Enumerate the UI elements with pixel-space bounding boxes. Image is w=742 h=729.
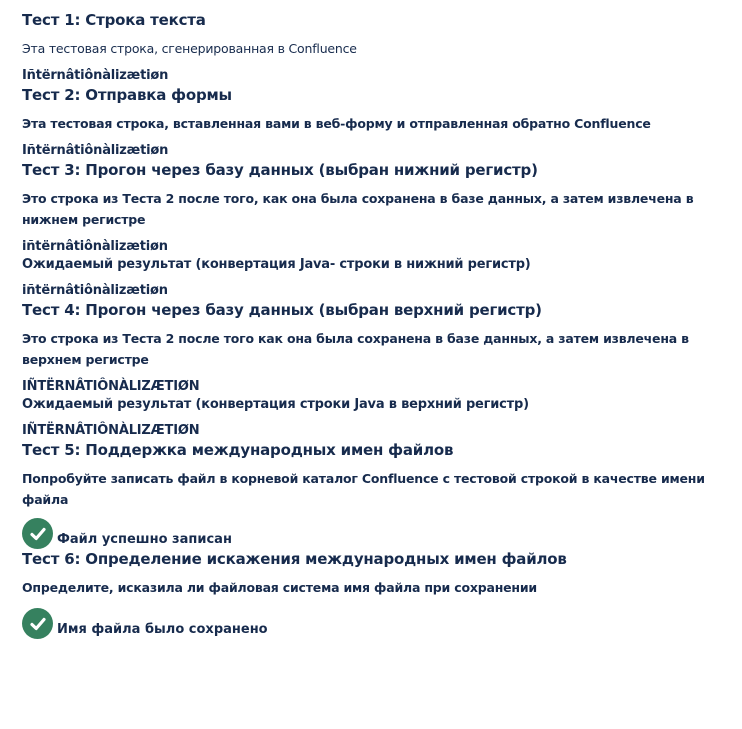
test-2-description: Эта тестовая строка, вставленная вами в веб-форму и отправленная обратно Confluence (22, 116, 651, 131)
test-4-expected-value: IÑTËRNÂTIÔNÀLIZÆTIØN (22, 423, 200, 438)
test-4-expected-label: Ожидаемый результат (конвертация строки Java в верхний регистр) (22, 397, 529, 412)
test-2-value: Iñtërnâtiônàlizætiøn (22, 143, 169, 158)
test-5-heading: Тест 5: Поддержка международных имен файлов (22, 441, 454, 459)
test-6-status-text: Имя файла было сохранено (57, 622, 268, 637)
test-3-heading: Тест 3: Прогон через базу данных (выбран нижний регистр) (22, 161, 538, 179)
test-3-value: iñtërnâtiônàlizætiøn (22, 239, 168, 254)
test-6-heading: Тест 6: Определение искажения международных имен файлов (22, 550, 567, 568)
test-5-status-text: Файл успешно записан (57, 532, 232, 547)
test-4-description: Это строка из Теста 2 после того как она была сохранена в базе данных, а затем извлечена в верхнем регистре (22, 331, 689, 367)
test-2-heading: Тест 2: Отправка формы (22, 86, 232, 104)
test-3-expected-value: iñtërnâtiônàlizætiøn (22, 283, 168, 298)
test-3-expected-label: Ожидаемый результат (конвертация Java- строки в нижний регистр) (22, 257, 531, 272)
test-5-description: Попробуйте записать файл в корневой каталог Confluence с тестовой строкой в качестве имени файла (22, 471, 705, 507)
test-1-value: Iñtërnâtiônàlizætiøn (22, 68, 169, 83)
test-5-status (22, 518, 720, 549)
test-6-status (22, 608, 720, 639)
test-6-description: Определите, исказила ли файловая система имя файла при сохранении (22, 580, 537, 595)
test-1-description: Эта тестовая строка, сгенерированная в Confluence (22, 41, 357, 56)
test-1-heading: Тест 1: Строка текста (22, 11, 206, 29)
test-4-heading: Тест 4: Прогон через базу данных (выбран верхний регистр) (22, 301, 542, 319)
check-circle-icon (22, 518, 53, 549)
test-4-value: IÑTËRNÂTIÔNÀLIZÆTIØN (22, 379, 200, 394)
check-circle-icon (22, 608, 53, 639)
test-3-description: Это строка из Теста 2 после того, как она была сохранена в базе данных, а затем извлечена в нижнем регистре (22, 191, 694, 227)
